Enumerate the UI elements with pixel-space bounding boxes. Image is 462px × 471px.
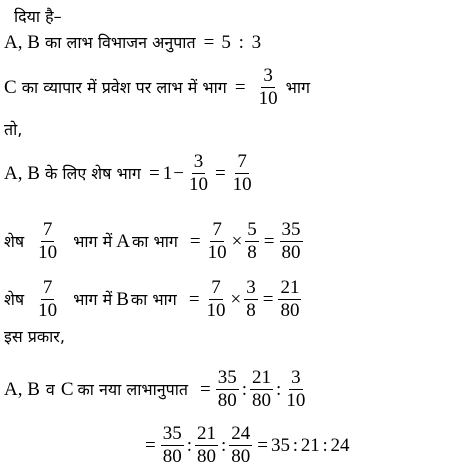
b-share-line: [4, 278, 303, 321]
fraction-numerator: 3: [193, 151, 204, 172]
fraction-numerator: 35: [217, 367, 237, 388]
fraction: [205, 278, 228, 321]
equals-sign: =: [234, 76, 246, 98]
fraction-denominator: 80: [280, 300, 300, 321]
fraction-denominator: 8: [247, 242, 257, 263]
fraction-denominator: 10: [206, 300, 226, 321]
remaining-fraction: [231, 152, 254, 195]
c-label: C: [60, 378, 74, 400]
fraction-numerator: 3: [246, 277, 256, 298]
fraction-denominator: 80: [197, 446, 216, 467]
c-share-line: [4, 66, 310, 109]
equals-sign: =: [188, 288, 200, 310]
c-label: C: [4, 76, 17, 98]
fraction-numerator: 7: [42, 277, 53, 298]
equals-sign: =: [263, 230, 275, 252]
fraction-denominator: 80: [231, 446, 251, 467]
fraction-numerator: 35: [281, 219, 301, 240]
thus-text: इस प्रकार,: [4, 327, 65, 346]
fraction-numerator: 21: [280, 277, 300, 298]
c-share-fraction: [187, 152, 210, 195]
remaining-share-line: [4, 152, 256, 195]
remaining-fraction: [36, 278, 59, 321]
fraction: [245, 220, 259, 263]
times-sign: ×: [230, 288, 242, 310]
fraction-denominator: 10: [232, 174, 252, 195]
ab-ratio-value: 5 : 3: [221, 32, 262, 53]
fraction-numerator: 7: [237, 151, 247, 172]
equals-sign: =: [145, 434, 156, 456]
then-line: [4, 119, 22, 141]
ratio-colon: :: [186, 434, 192, 456]
given-heading: [14, 6, 62, 28]
fraction: [161, 424, 184, 467]
fraction-numerator: 7: [212, 219, 222, 240]
equals-sign: =: [189, 230, 201, 252]
fraction-numerator: 21: [252, 367, 272, 388]
remaining-fraction: [36, 220, 59, 263]
ab-ratio-text: का लाभ विभाजन अनुपात: [39, 33, 201, 52]
fraction-denominator: 8: [246, 300, 256, 321]
ab-label: A, B: [4, 378, 40, 400]
b-share-result-fraction: [278, 278, 301, 321]
fraction-numerator: 35: [162, 423, 182, 444]
fraction: [244, 278, 258, 321]
ab-label: A, B: [4, 162, 40, 184]
fraction-denominator: 80: [217, 390, 237, 411]
equals-sign: =: [262, 288, 274, 310]
fraction-denominator: 10: [188, 174, 208, 195]
fraction-denominator: 80: [252, 390, 272, 411]
equals-sign: =: [257, 434, 268, 456]
fraction-numerator: 3: [291, 367, 301, 388]
fraction-numerator: 24: [231, 423, 251, 444]
ratio-colon: :: [276, 378, 282, 400]
new-ratio-line: [4, 368, 309, 411]
new-ratio-text: का नया लाभानुपात: [77, 379, 189, 399]
fraction: [216, 368, 239, 411]
ab-label: A, B: [4, 32, 40, 53]
fraction-numerator: 7: [42, 219, 53, 240]
one-value: 1: [162, 162, 173, 184]
then-text: तो,: [4, 120, 23, 139]
fraction-denominator: 10: [207, 242, 227, 263]
and-word: व: [45, 379, 55, 399]
share-in-text: भाग में: [73, 231, 113, 251]
fraction-denominator: 10: [38, 242, 58, 263]
b-label: B: [116, 288, 129, 310]
fraction: [206, 220, 229, 263]
c-share-text: का व्यापार में प्रवेश पर लाभ में भाग: [16, 77, 232, 97]
fraction: [250, 368, 273, 411]
a-share-line: [4, 220, 305, 263]
equals-sign: =: [214, 162, 226, 184]
share-of-text: का भाग: [131, 231, 178, 251]
times-sign: ×: [231, 230, 243, 252]
fraction-numerator: 3: [263, 65, 273, 86]
share-in-text: भाग में: [73, 289, 113, 309]
c-share-suffix: भाग: [285, 77, 310, 97]
final-ratio-line: [142, 424, 350, 467]
a-label: A: [116, 230, 130, 252]
remaining-word: शेष: [4, 289, 25, 309]
remaining-word: शेष: [4, 231, 25, 251]
fraction-numerator: 5: [247, 219, 257, 240]
fraction-denominator: 80: [162, 446, 182, 467]
ab-ratio-line: [4, 32, 261, 54]
ratio-colon: :: [241, 378, 248, 400]
equals-sign: =: [149, 162, 160, 184]
c-share-fraction: [257, 66, 280, 109]
share-of-text: का भाग: [130, 289, 177, 309]
fraction-denominator: 10: [286, 390, 306, 411]
a-share-result-fraction: [280, 220, 303, 263]
remaining-text: के लिए शेष भाग: [39, 163, 146, 183]
fraction: [195, 424, 218, 467]
ratio-colon: :: [221, 434, 227, 456]
fraction-denominator: 80: [281, 242, 301, 263]
fraction-numerator: 7: [211, 277, 221, 298]
fraction-numerator: 21: [197, 423, 216, 444]
fraction: [229, 424, 252, 467]
fraction-denominator: 10: [258, 88, 278, 109]
equals-sign: =: [200, 378, 211, 400]
final-ratio-result: 35 : 21 : 24: [271, 434, 350, 456]
fraction-denominator: 10: [38, 300, 58, 321]
equals-sign: =: [203, 32, 215, 53]
fraction: [284, 368, 307, 411]
minus-sign: −: [173, 162, 184, 184]
given-heading-text: दिया है–: [14, 7, 62, 26]
thus-line: [4, 326, 65, 348]
